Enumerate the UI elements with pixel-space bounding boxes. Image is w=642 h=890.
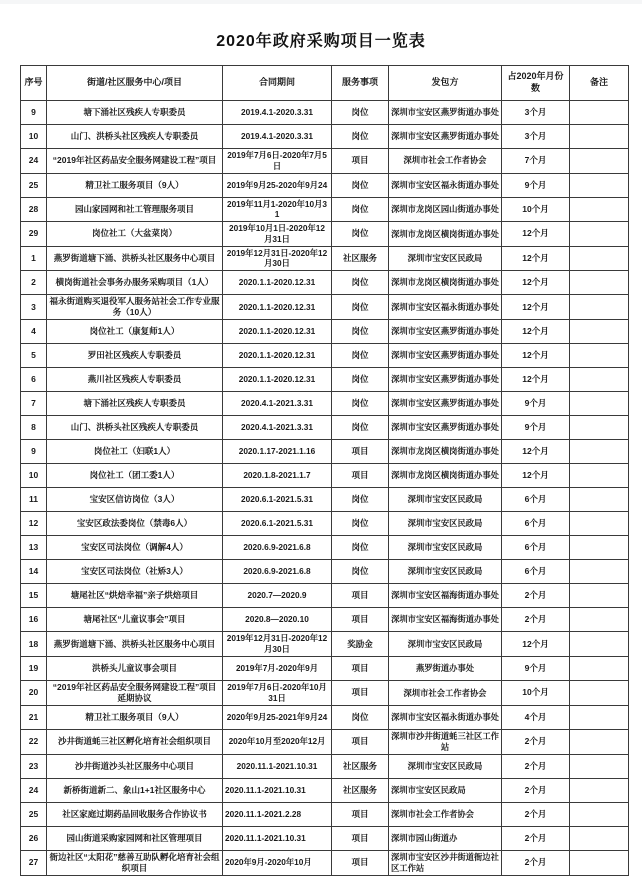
cell-note <box>570 706 629 730</box>
cell-name: 横岗街道社会事务办服务采购项目（1人） <box>47 271 223 295</box>
cell-note <box>570 320 629 344</box>
cell-note <box>570 222 629 247</box>
cell-no: 16 <box>21 608 47 632</box>
cell-note <box>570 392 629 416</box>
cell-period: 2020.1.1-2020.12.31 <box>223 344 332 368</box>
cell-party: 深圳市宝安区燕罗街道办事处 <box>389 416 502 440</box>
cell-period: 2019.4.1-2020.3.31 <box>223 101 332 125</box>
cell-period: 2020.6.1-2021.5.31 <box>223 488 332 512</box>
cell-no: 13 <box>21 536 47 560</box>
cell-no: 10 <box>21 125 47 149</box>
cell-period: 2019年7月6日-2020年10月31日 <box>223 680 332 705</box>
cell-note <box>570 368 629 392</box>
table-row <box>21 754 629 778</box>
cell-party: 深圳市宝安区民政局 <box>389 778 502 802</box>
cell-period: 2020.1.1-2020.12.31 <box>223 295 332 320</box>
cell-name: 新桥街道新二、象山1+1社区服务中心 <box>47 778 223 802</box>
cell-service: 岗位 <box>332 271 389 295</box>
cell-name: 岗位社工（团工委1人） <box>47 464 223 488</box>
cell-service: 社区服务 <box>332 778 389 802</box>
cell-no: 26 <box>21 826 47 850</box>
cell-service: 岗位 <box>332 295 389 320</box>
table-row <box>21 778 629 802</box>
table-body <box>21 101 629 876</box>
cell-name: 衙边社区“太阳花”慈善互助队孵化培育社会组织项目 <box>47 850 223 875</box>
cell-service: 项目 <box>332 656 389 680</box>
cell-note <box>570 608 629 632</box>
cell-name: 沙井街道沙头社区服务中心项目 <box>47 754 223 778</box>
header-col-party: 发包方 <box>389 66 502 101</box>
cell-period: 2019年7月-2020年9月 <box>223 656 332 680</box>
cell-name: 燕罗街道塘下涌、洪桥头社区服务中心项目 <box>47 246 223 271</box>
cell-note <box>570 197 629 222</box>
cell-no: 3 <box>21 295 47 320</box>
cell-note <box>570 730 629 755</box>
cell-note <box>570 680 629 705</box>
cell-months: 12个月 <box>502 464 570 488</box>
cell-service: 岗位 <box>332 512 389 536</box>
cell-note <box>570 173 629 197</box>
cell-party: 深圳市宝安区燕罗街道办事处 <box>389 125 502 149</box>
cell-service: 项目 <box>332 584 389 608</box>
cell-service: 岗位 <box>332 488 389 512</box>
cell-service: 项目 <box>332 730 389 755</box>
cell-months: 6个月 <box>502 512 570 536</box>
cell-service: 岗位 <box>332 416 389 440</box>
cell-party: 深圳市社会工作者协会 <box>389 149 502 174</box>
cell-note <box>570 826 629 850</box>
cell-name: 宝安区政法委岗位（禁毒6人） <box>47 512 223 536</box>
table-row <box>21 295 629 320</box>
cell-no: 14 <box>21 560 47 584</box>
cell-party: 深圳市社会工作者协会 <box>389 680 502 705</box>
cell-period: 2020.1.17-2021.1.16 <box>223 440 332 464</box>
cell-party: 深圳市社会工作者协会 <box>389 802 502 826</box>
table-row <box>21 271 629 295</box>
cell-party: 深圳市沙井街道蚝三社区工作站 <box>389 730 502 755</box>
cell-service: 项目 <box>332 802 389 826</box>
cell-service: 岗位 <box>332 173 389 197</box>
table-row <box>21 680 629 705</box>
table-row <box>21 730 629 755</box>
cell-months: 9个月 <box>502 173 570 197</box>
cell-name: “2019年社区药品安全服务网建设工程”项目延期协议 <box>47 680 223 705</box>
cell-service: 岗位 <box>332 368 389 392</box>
cell-period: 2020.4.1-2021.3.31 <box>223 392 332 416</box>
cell-no: 12 <box>21 512 47 536</box>
cell-note <box>570 149 629 174</box>
cell-no: 25 <box>21 802 47 826</box>
table-row <box>21 632 629 657</box>
cell-months: 6个月 <box>502 536 570 560</box>
cell-service: 岗位 <box>332 392 389 416</box>
cell-party: 深圳市宝安区福永街道办事处 <box>389 295 502 320</box>
cell-service: 项目 <box>332 608 389 632</box>
cell-party: 深圳市宝安区福海街道办事处 <box>389 584 502 608</box>
cell-note <box>570 416 629 440</box>
cell-no: 19 <box>21 656 47 680</box>
cell-note <box>570 464 629 488</box>
cell-period: 2019.4.1-2020.3.31 <box>223 125 332 149</box>
table-row <box>21 416 629 440</box>
cell-period: 2019年9月25-2020年9月24 <box>223 173 332 197</box>
cell-months: 12个月 <box>502 246 570 271</box>
table-row <box>21 536 629 560</box>
cell-service: 岗位 <box>332 536 389 560</box>
cell-service: 岗位 <box>332 222 389 247</box>
cell-party: 深圳市宝安区福海街道办事处 <box>389 608 502 632</box>
cell-service: 奖励金 <box>332 632 389 657</box>
cell-name: 塘尾社区“儿童议事会”项目 <box>47 608 223 632</box>
cell-party: 深圳市龙岗区横岗街道办事处 <box>389 440 502 464</box>
cell-months: 2个月 <box>502 754 570 778</box>
cell-service: 项目 <box>332 850 389 875</box>
cell-period: 2019年10月1日-2020年12月31日 <box>223 222 332 247</box>
cell-party: 深圳市龙岗区横岗街道办事处 <box>389 222 502 247</box>
cell-no: 11 <box>21 488 47 512</box>
cell-period: 2020.8—2020.10 <box>223 608 332 632</box>
cell-period: 2020.7—2020.9 <box>223 584 332 608</box>
cell-period: 2020.4.1-2021.3.31 <box>223 416 332 440</box>
cell-service: 岗位 <box>332 344 389 368</box>
table-row <box>21 656 629 680</box>
table-row <box>21 149 629 174</box>
page-top-strip <box>0 0 642 4</box>
cell-months: 9个月 <box>502 656 570 680</box>
cell-name: 社区家庭过期药品回收服务合作协议书 <box>47 802 223 826</box>
cell-period: 2019年12月31日-2020年12月30日 <box>223 246 332 271</box>
cell-name: 塘下涌社区残疾人专职委员 <box>47 101 223 125</box>
cell-no: 2 <box>21 271 47 295</box>
table-row <box>21 850 629 875</box>
cell-no: 8 <box>21 416 47 440</box>
cell-months: 12个月 <box>502 271 570 295</box>
table-row <box>21 802 629 826</box>
cell-name: 岗位社工（康复师1人） <box>47 320 223 344</box>
cell-months: 3个月 <box>502 101 570 125</box>
table-row <box>21 488 629 512</box>
cell-note <box>570 656 629 680</box>
cell-party: 深圳市宝安区燕罗街道办事处 <box>389 368 502 392</box>
cell-months: 10个月 <box>502 680 570 705</box>
table-row <box>21 320 629 344</box>
cell-months: 6个月 <box>502 488 570 512</box>
cell-period: 2020.11.1-2021.2.28 <box>223 802 332 826</box>
cell-period: 2020.6.9-2021.6.8 <box>223 560 332 584</box>
cell-months: 2个月 <box>502 778 570 802</box>
cell-no: 22 <box>21 730 47 755</box>
cell-period: 2020.1.1-2020.12.31 <box>223 271 332 295</box>
cell-name: 宝安区信访岗位（3人） <box>47 488 223 512</box>
cell-no: 24 <box>21 149 47 174</box>
header-col-period: 合同期间 <box>223 66 332 101</box>
cell-party: 深圳市宝安区民政局 <box>389 632 502 657</box>
cell-period: 2020.6.9-2021.6.8 <box>223 536 332 560</box>
cell-months: 2个月 <box>502 584 570 608</box>
cell-note <box>570 125 629 149</box>
header-col-note: 备注 <box>570 66 629 101</box>
cell-name: 洪桥头儿童议事会项目 <box>47 656 223 680</box>
cell-service: 项目 <box>332 680 389 705</box>
cell-note <box>570 440 629 464</box>
cell-no: 20 <box>21 680 47 705</box>
cell-no: 4 <box>21 320 47 344</box>
cell-months: 6个月 <box>502 560 570 584</box>
cell-period: 2019年12月31日-2020年12月30日 <box>223 632 332 657</box>
cell-period: 2020.6.1-2021.5.31 <box>223 512 332 536</box>
table-header-row <box>21 66 629 101</box>
cell-months: 12个月 <box>502 344 570 368</box>
cell-no: 18 <box>21 632 47 657</box>
table-row <box>21 584 629 608</box>
cell-party: 深圳市宝安区民政局 <box>389 754 502 778</box>
cell-service: 项目 <box>332 440 389 464</box>
table-row <box>21 706 629 730</box>
procurement-table <box>20 65 629 876</box>
cell-name: 塘尾社区“烘焙幸福”亲子烘焙项目 <box>47 584 223 608</box>
cell-note <box>570 246 629 271</box>
cell-service: 项目 <box>332 149 389 174</box>
cell-name: 园山家园网和社工管理服务项目 <box>47 197 223 222</box>
cell-note <box>570 560 629 584</box>
cell-no: 7 <box>21 392 47 416</box>
cell-name: 岗位社工（妇联1人） <box>47 440 223 464</box>
cell-period: 2020.1.8-2021.1.7 <box>223 464 332 488</box>
cell-name: 精卫社工服务项目（9人） <box>47 173 223 197</box>
cell-no: 21 <box>21 706 47 730</box>
cell-no: 23 <box>21 754 47 778</box>
cell-name: 宝安区司法岗位（社矫3人） <box>47 560 223 584</box>
cell-service: 岗位 <box>332 125 389 149</box>
cell-period: 2020.11.1-2021.10.31 <box>223 778 332 802</box>
cell-period: 2019年11月1-2020年10月31 <box>223 197 332 222</box>
cell-note <box>570 488 629 512</box>
table-row <box>21 222 629 247</box>
cell-period: 2020年10月至2020年12月 <box>223 730 332 755</box>
table-row <box>21 197 629 222</box>
cell-period: 2020年9月-2020年10月 <box>223 850 332 875</box>
table-row <box>21 101 629 125</box>
table-row <box>21 440 629 464</box>
cell-no: 9 <box>21 440 47 464</box>
cell-name: 沙井街道蚝三社区孵化培育社会组织项目 <box>47 730 223 755</box>
cell-note <box>570 632 629 657</box>
cell-party: 深圳市龙岗区横岗街道办事处 <box>389 271 502 295</box>
cell-name: “2019年社区药品安全服务网建设工程”项目 <box>47 149 223 174</box>
cell-no: 1 <box>21 246 47 271</box>
cell-service: 社区服务 <box>332 754 389 778</box>
cell-months: 9个月 <box>502 392 570 416</box>
cell-no: 9 <box>21 101 47 125</box>
cell-months: 12个月 <box>502 295 570 320</box>
cell-party: 深圳市宝安区燕罗街道办事处 <box>389 320 502 344</box>
header-col-no: 序号 <box>21 66 47 101</box>
cell-note <box>570 802 629 826</box>
cell-note <box>570 536 629 560</box>
page-title: 2020年政府采购项目一览表 <box>216 33 426 50</box>
cell-party: 深圳市园山街道办 <box>389 826 502 850</box>
header-col-project: 街道/社区服务中心/项目 <box>47 66 223 101</box>
cell-no: 15 <box>21 584 47 608</box>
cell-note <box>570 295 629 320</box>
cell-no: 28 <box>21 197 47 222</box>
cell-note <box>570 512 629 536</box>
header-col-service: 服务事项 <box>332 66 389 101</box>
cell-note <box>570 584 629 608</box>
cell-note <box>570 778 629 802</box>
cell-note <box>570 101 629 125</box>
cell-party: 深圳市宝安区民政局 <box>389 488 502 512</box>
cell-name: 福永街道购买退役军人服务站社会工作专业服务（10人） <box>47 295 223 320</box>
cell-name: 宝安区司法岗位（调解4人） <box>47 536 223 560</box>
cell-party: 深圳市宝安区福永街道办事处 <box>389 173 502 197</box>
cell-service: 岗位 <box>332 197 389 222</box>
cell-party: 深圳市宝安区燕罗街道办事处 <box>389 101 502 125</box>
cell-months: 2个月 <box>502 802 570 826</box>
cell-months: 4个月 <box>502 706 570 730</box>
table-row <box>21 246 629 271</box>
cell-months: 3个月 <box>502 125 570 149</box>
header-col-months: 占2020年月份数 <box>502 66 570 101</box>
cell-note <box>570 754 629 778</box>
table-row <box>21 826 629 850</box>
table-row <box>21 392 629 416</box>
cell-note <box>570 271 629 295</box>
table-row <box>21 512 629 536</box>
table-row <box>21 368 629 392</box>
cell-period: 2020年9月25-2021年9月24 <box>223 706 332 730</box>
cell-service: 项目 <box>332 464 389 488</box>
cell-party: 深圳市宝安区燕罗街道办事处 <box>389 344 502 368</box>
cell-period: 2019年7月6日-2020年7月5日 <box>223 149 332 174</box>
cell-no: 6 <box>21 368 47 392</box>
cell-name: 燕罗街道塘下涌、洪桥头社区服务中心项目 <box>47 632 223 657</box>
cell-service: 岗位 <box>332 560 389 584</box>
cell-months: 12个月 <box>502 440 570 464</box>
cell-no: 25 <box>21 173 47 197</box>
cell-name: 岗位社工（大盆菜岗） <box>47 222 223 247</box>
cell-note <box>570 850 629 875</box>
cell-service: 岗位 <box>332 101 389 125</box>
cell-no: 24 <box>21 778 47 802</box>
cell-months: 12个月 <box>502 320 570 344</box>
cell-period: 2020.1.1-2020.12.31 <box>223 368 332 392</box>
cell-months: 9个月 <box>502 416 570 440</box>
cell-no: 10 <box>21 464 47 488</box>
cell-months: 12个月 <box>502 632 570 657</box>
cell-service: 社区服务 <box>332 246 389 271</box>
cell-no: 29 <box>21 222 47 247</box>
cell-no: 5 <box>21 344 47 368</box>
cell-party: 深圳市宝安区民政局 <box>389 512 502 536</box>
cell-service: 岗位 <box>332 706 389 730</box>
cell-name: 精卫社工服务项目（9人） <box>47 706 223 730</box>
cell-name: 塘下涌社区残疾人专职委员 <box>47 392 223 416</box>
cell-service: 项目 <box>332 826 389 850</box>
cell-months: 2个月 <box>502 730 570 755</box>
cell-party: 深圳市宝安区民政局 <box>389 536 502 560</box>
cell-party: 深圳市宝安区民政局 <box>389 560 502 584</box>
table-row <box>21 344 629 368</box>
cell-party: 燕罗街道办事处 <box>389 656 502 680</box>
cell-name: 山门、洪桥头社区残疾人专职委员 <box>47 416 223 440</box>
cell-period: 2020.11.1-2021.10.31 <box>223 754 332 778</box>
cell-months: 2个月 <box>502 608 570 632</box>
cell-no: 27 <box>21 850 47 875</box>
cell-party: 深圳市宝安区沙井街道衙边社区工作站 <box>389 850 502 875</box>
table-row <box>21 608 629 632</box>
cell-months: 7个月 <box>502 149 570 174</box>
cell-name: 燕川社区残疾人专职委员 <box>47 368 223 392</box>
table-row <box>21 464 629 488</box>
table-row <box>21 173 629 197</box>
cell-months: 12个月 <box>502 222 570 247</box>
cell-months: 2个月 <box>502 850 570 875</box>
cell-party: 深圳市宝安区福永街道办事处 <box>389 706 502 730</box>
cell-party: 深圳市宝安区民政局 <box>389 246 502 271</box>
cell-period: 2020.11.1-2021.10.31 <box>223 826 332 850</box>
cell-party: 深圳市龙岗区园山街道办事处 <box>389 197 502 222</box>
cell-note <box>570 344 629 368</box>
cell-party: 深圳市龙岗区横岗街道办事处 <box>389 464 502 488</box>
table-row <box>21 125 629 149</box>
cell-party: 深圳市宝安区燕罗街道办事处 <box>389 392 502 416</box>
cell-name: 山门、洪桥头社区残疾人专职委员 <box>47 125 223 149</box>
cell-name: 园山街道采购家园网和社区管理项目 <box>47 826 223 850</box>
cell-name: 罗田社区残疾人专职委员 <box>47 344 223 368</box>
cell-service: 岗位 <box>332 320 389 344</box>
cell-period: 2020.1.1-2020.12.31 <box>223 320 332 344</box>
table-row <box>21 560 629 584</box>
cell-months: 2个月 <box>502 826 570 850</box>
cell-months: 10个月 <box>502 197 570 222</box>
cell-months: 12个月 <box>502 368 570 392</box>
